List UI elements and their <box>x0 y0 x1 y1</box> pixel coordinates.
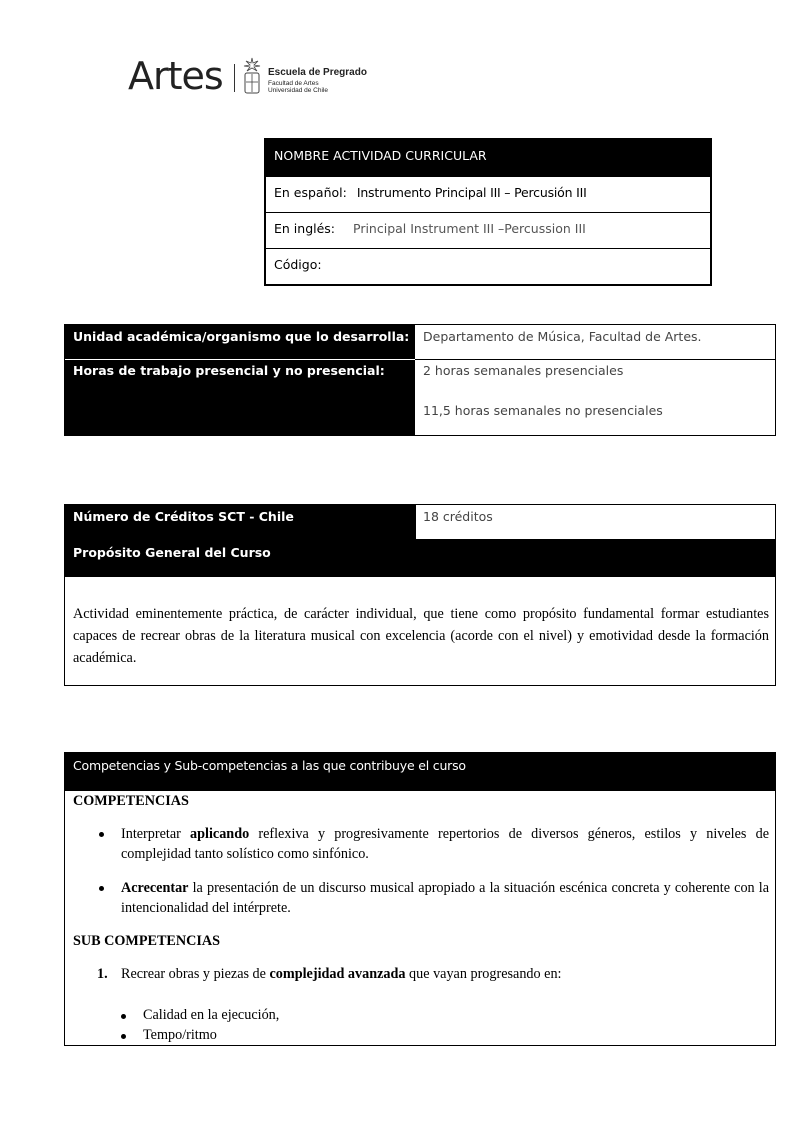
nombre-actividad-table <box>264 138 712 286</box>
divider <box>415 359 775 360</box>
logo-faculty-university <box>268 80 328 94</box>
bullet-icon <box>99 832 104 837</box>
logo-university: Universidad de Chile <box>268 87 328 94</box>
competencias-header: Competencias y Sub-competencias a las que contribuye el curso <box>65 753 775 791</box>
competencias-table <box>64 752 776 1046</box>
sub-list-item <box>143 1007 279 1024</box>
proposito-label: Propósito General del Curso <box>65 539 775 577</box>
c2-post: la presentación de un discurso musical apropiado a la situación escénica concreta y coherente con la intencionalidad del intérprete. <box>121 880 769 916</box>
s1-bold: complejidad avanzada <box>269 966 406 982</box>
divider <box>65 359 415 360</box>
creditos-proposito-table <box>64 504 776 686</box>
logo-faculty: Facultad de Artes <box>268 80 319 87</box>
c1-pre: Interpretar <box>121 826 191 842</box>
subcompetencia-number: 1. <box>97 966 108 982</box>
horas-label: Horas de trabajo presencial y no presencial: <box>73 363 385 378</box>
logo-wordmark: Artes <box>128 54 223 98</box>
c2-bold: Acrecentar <box>121 880 189 896</box>
horas-presencial: 2 horas semanales presenciales <box>423 363 624 378</box>
sub-item-text: Calidad en la ejecución, <box>143 1007 280 1023</box>
s1-post: que vayan progresando en: <box>405 966 562 982</box>
codigo-label: Código: <box>274 257 322 272</box>
nombre-header-row <box>266 140 710 176</box>
subcompetencia-item-1 <box>121 966 562 983</box>
university-seal-icon <box>241 56 263 96</box>
unidad-value: Departamento de Música, Facultad de Artes. <box>423 329 702 344</box>
competencia-item-1 <box>121 824 769 864</box>
codigo-row <box>266 248 710 284</box>
horas-no-presencial: 11,5 horas semanales no presenciales <box>423 403 663 418</box>
subcompetencias-title: SUB COMPETENCIAS <box>73 933 221 949</box>
unidad-label: Unidad académica/organismo que lo desarrolla: <box>73 329 410 344</box>
c1-bold: aplicando <box>190 826 250 842</box>
competencia-item-2 <box>121 878 769 918</box>
creditos-label: Número de Créditos SCT - Chile <box>65 505 415 539</box>
bullet-icon <box>121 1014 126 1019</box>
creditos-value: 18 créditos <box>415 505 775 539</box>
nombre-header: NOMBRE ACTIVIDAD CURRICULAR <box>274 148 487 163</box>
en-value: Principal Instrument III –Percussion III <box>353 221 586 236</box>
s1-pre: Recrear obras y piezas de <box>121 966 270 982</box>
logo-divider <box>234 64 235 92</box>
bullet-icon <box>99 886 104 891</box>
unidad-values-column <box>415 325 775 435</box>
artes-logo <box>128 52 388 100</box>
competencias-title: COMPETENCIAS <box>73 793 189 809</box>
es-value: Instrumento Principal III – Percusión III <box>356 185 587 200</box>
en-label: En inglés: <box>274 221 336 236</box>
proposito-text: Actividad eminentemente práctica, de carácter individual, que tiene como propósito fundamental formar estudiantes capaces de recrear obras de la literatura musical con excelencia (acorde con el nivel) y emotividad desde la formación académica. <box>73 606 769 666</box>
sub-item-text: Tempo/ritmo <box>143 1027 217 1043</box>
unidad-labels-column <box>65 325 415 435</box>
sub-list-item <box>143 1027 217 1044</box>
unidad-horas-table <box>64 324 776 436</box>
nombre-en-row <box>266 212 710 248</box>
c1-post: reflexiva y progresivamente repertorios de diversos géneros, estilos y niveles de complejidad tanto solístico como sinfónico. <box>121 826 769 862</box>
bullet-icon <box>121 1034 126 1039</box>
es-label: En español: <box>274 185 347 200</box>
logo-school: Escuela de Pregrado <box>268 67 367 78</box>
nombre-es-row <box>266 176 710 212</box>
